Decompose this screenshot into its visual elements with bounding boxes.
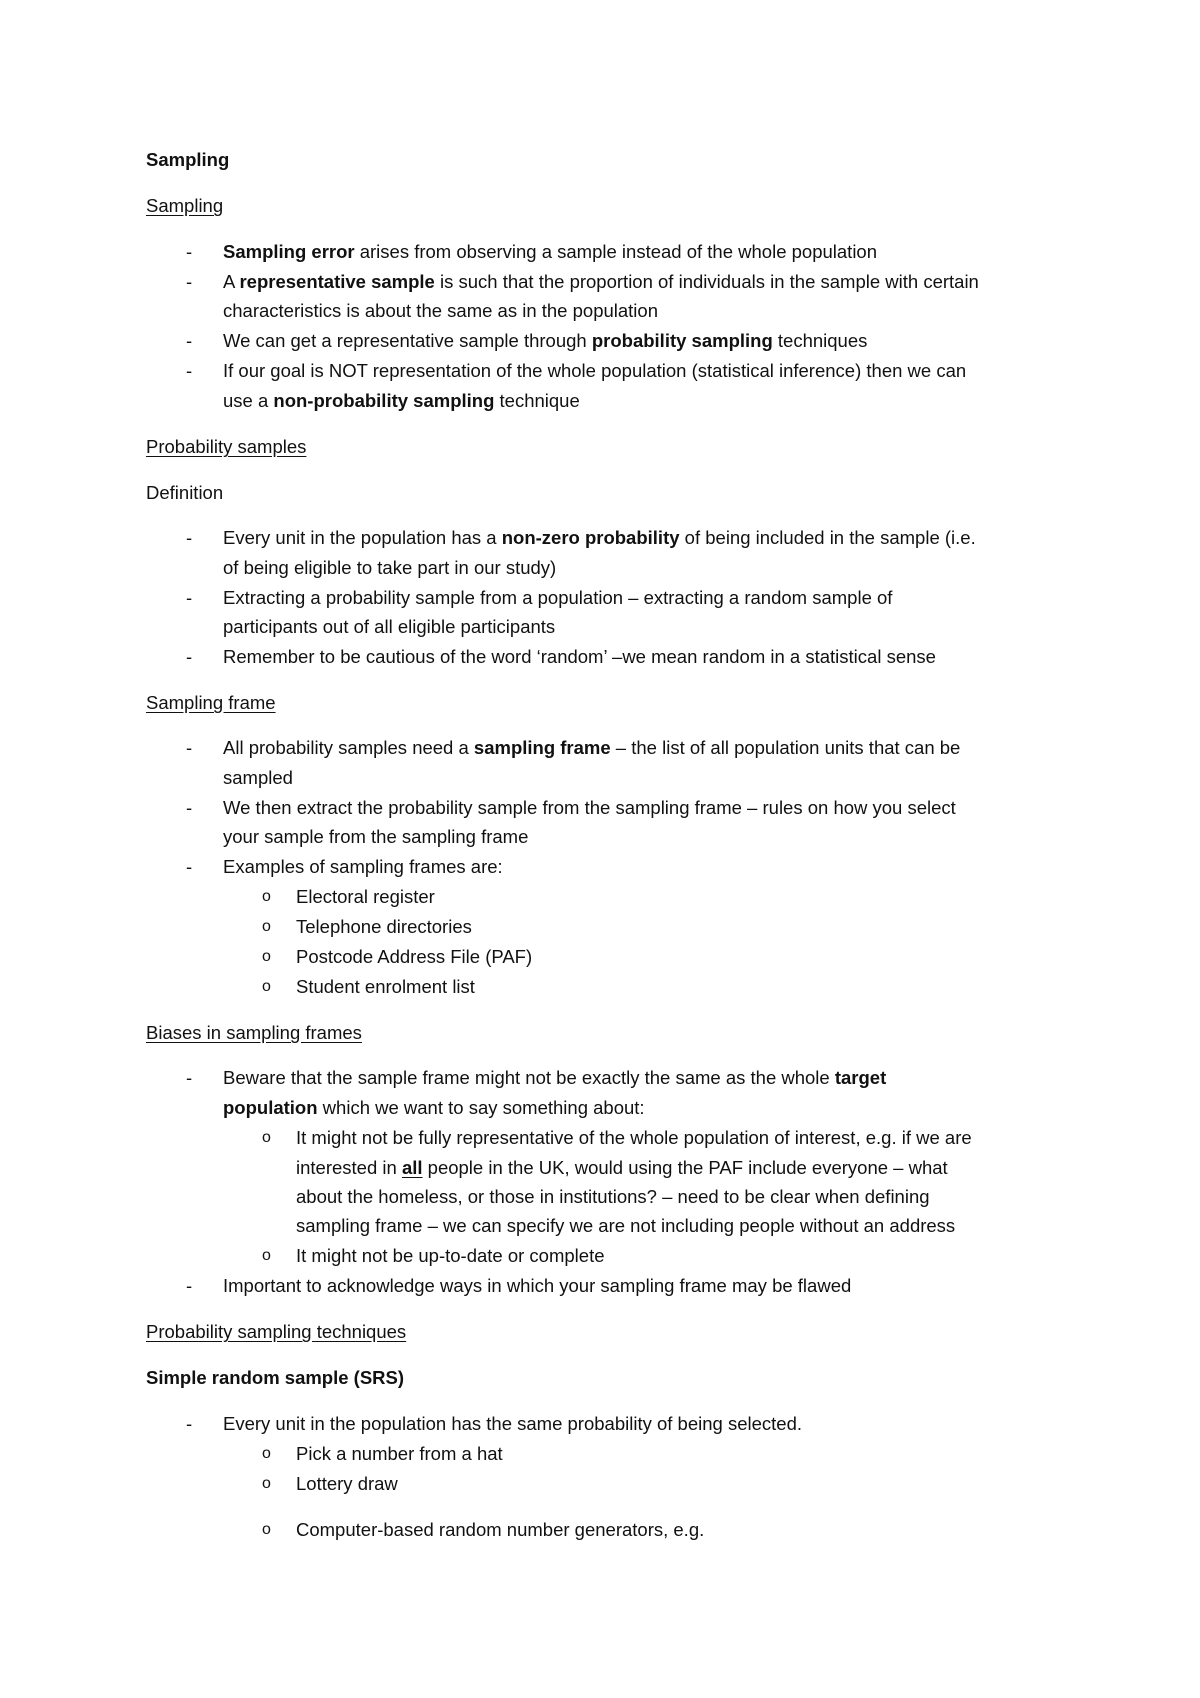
bullet-same-probability: Every unit in the population has the same probability of being selected. [223,1413,803,1434]
bullet-examples: Examples of sampling frames are: [223,856,503,877]
bullet-dash: - [186,527,193,548]
bullet-dash: - [186,271,193,292]
sub-bullet-circle: o [262,1475,271,1492]
sub-bullet-not-representative: It might not be fully representative of the whole population of interest, e.g. if we are [296,1127,972,1148]
section-heading-sampling-frame: Sampling frame [146,692,276,713]
sub-bullet-circle: o [262,1521,271,1538]
sub-bullet-lottery: Lottery draw [296,1473,398,1494]
sub-bullet-telephone-directories: Telephone directories [296,916,472,937]
bullet-dash: - [186,330,193,351]
bullet-probability-sampling: We can get a representative sample through probability sampling techniques [223,330,868,351]
sub-bullet-hat: Pick a number from a hat [296,1443,503,1464]
bullet-continuation: characteristics is about the same as in the population [223,300,658,321]
bullet-dash: - [186,646,193,667]
bullet-acknowledge-flaws: Important to acknowledge ways in which your sampling frame may be flawed [223,1275,852,1296]
subheading-srs: Simple random sample (SRS) [146,1367,405,1388]
sub-bullet-circle: o [262,1129,271,1146]
sub-bullet-circle: o [262,1247,271,1264]
sub-bullet-computer-rng: Computer-based random number generators, e.g. [296,1519,705,1540]
bullet-dash: - [186,737,193,758]
bullet-non-representation: If our goal is NOT representation of the whole population (statistical inference) then we can [223,360,967,381]
bullet-dash: - [186,1275,193,1296]
section-heading-sampling: Sampling [146,195,224,216]
bullet-dash: - [186,360,193,381]
bullet-continuation: population which we want to say something about: [223,1097,645,1118]
bullet-continuation: of being eligible to take part in our study) [223,557,557,578]
sub-bullet-continuation: about the homeless, or those in institutions? – need to be clear when defining [296,1186,930,1207]
bullet-dash: - [186,587,193,608]
document-title: Sampling [146,149,230,170]
bullet-continuation: your sample from the sampling frame [223,826,529,847]
bullet-continuation: use a non-probability sampling technique [223,390,580,411]
sub-bullet-continuation: interested in all people in the UK, would using the PAF include everyone – what [296,1157,948,1178]
sub-bullet-continuation: sampling frame – we can specify we are not including people without an address [296,1215,956,1236]
bullet-extracting-sample: Extracting a probability sample from a population – extracting a random sample of [223,587,893,608]
bullet-non-zero-probability: Every unit in the population has a non-zero probability of being included in the sample (i.e. [223,527,976,548]
bullet-representative-sample: A representative sample is such that the proportion of individuals in the sample with certain [223,271,979,292]
section-heading-techniques: Probability sampling techniques [146,1321,407,1342]
sub-bullet-circle: o [262,978,271,995]
bullet-dash: - [186,797,193,818]
bullet-continuation: participants out of all eligible participants [223,616,556,637]
sub-bullet-circle: o [262,918,271,935]
bullet-sampling-error: Sampling error arises from observing a sample instead of the whole population [223,241,878,262]
sub-bullet-circle: o [262,1445,271,1462]
bullet-dash: - [186,1067,193,1088]
bullet-dash: - [186,856,193,877]
bullet-sampling-frame-need: All probability samples need a sampling frame – the list of all population units that can be [223,737,961,758]
sub-bullet-paf: Postcode Address File (PAF) [296,946,533,967]
section-heading-biases: Biases in sampling frames [146,1022,362,1043]
section-heading-probability-samples: Probability samples [146,436,307,457]
sub-bullet-electoral-register: Electoral register [296,886,435,907]
bullet-extract-from-frame: We then extract the probability sample from the sampling frame – rules on how you select [223,797,956,818]
bullet-random-caution: Remember to be cautious of the word ‘random’ –we mean random in a statistical sense [223,646,936,667]
sub-bullet-not-up-to-date: It might not be up-to-date or complete [296,1245,605,1266]
sub-bullet-circle: o [262,948,271,965]
bullet-continuation: sampled [223,767,293,788]
subheading-definition: Definition [146,482,224,503]
bullet-dash: - [186,1413,193,1434]
bullet-beware-frame: Beware that the sample frame might not be exactly the same as the whole target [223,1067,887,1088]
bullet-dash: - [186,241,193,262]
sub-bullet-student-enrolment: Student enrolment list [296,976,475,997]
sub-bullet-circle: o [262,888,271,905]
